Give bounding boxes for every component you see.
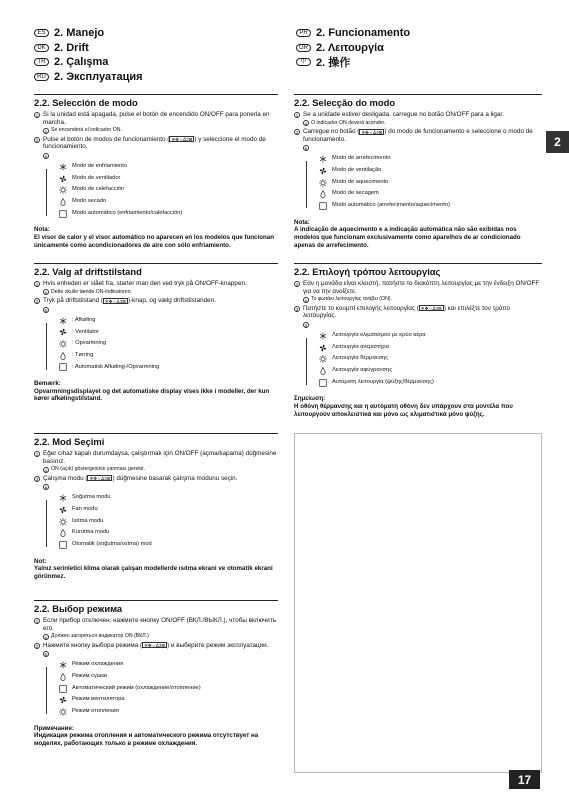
divider: [34, 433, 278, 434]
section-ru: [34, 603, 278, 748]
label-b: B: [304, 322, 308, 328]
section-title: 2.2. Selecção do modo: [294, 97, 396, 108]
step-sub: [43, 466, 278, 474]
mode-label: : Tørring: [72, 351, 94, 358]
section-title: 2.2. Επιλογή τρόπου λειτουργίας: [294, 266, 441, 277]
label-b: B: [304, 146, 308, 152]
step-1: [34, 111, 278, 126]
fan-icon: [319, 344, 327, 352]
label-a: A: [44, 128, 48, 134]
mode-label: Modo de calefacción: [72, 186, 125, 193]
mode-item: [303, 342, 542, 354]
header-right: [296, 26, 410, 70]
step-text: [43, 297, 216, 305]
mode-item: [43, 315, 278, 327]
auto-icon: [319, 202, 327, 210]
mode-item: [43, 208, 278, 220]
step-2: [294, 128, 542, 143]
label-a: A: [44, 467, 48, 473]
mode-item: [43, 694, 278, 706]
mode-item: [43, 492, 278, 504]
mode-item: [303, 200, 542, 212]
dry-icon: [319, 367, 327, 375]
mode-item: [43, 539, 278, 551]
heat-icon: [59, 340, 67, 348]
mode-button-icon: ❄✤☼ᐃ3⊠: [361, 129, 383, 135]
step-number: 1: [295, 113, 299, 118]
note: [294, 219, 542, 249]
note-text: Yalnız serinletici klima olarak çalışan modellerde ısıtma ekrani ve otomatik ekrani görünmez.: [34, 565, 273, 580]
step-text: Hvis enheden er slået fra, starter man den ved tryk på ON/OFF-knappen.: [43, 280, 247, 287]
step-2: [294, 305, 542, 320]
step-text-b: )-knap, og vælg driftstilstanden.: [127, 297, 216, 305]
mode-label: Λειτουργία ανεμιστήρα: [332, 343, 389, 350]
lang-badge: ES: [34, 29, 49, 37]
mode-item: [303, 365, 542, 377]
divider: [34, 94, 278, 95]
header-row-es: [34, 26, 143, 41]
step-1: [34, 617, 278, 632]
label-a: A: [44, 290, 48, 296]
sub-text: Dette skulle tænde ON-indikatoren.: [51, 288, 133, 295]
mode-item: [43, 338, 278, 350]
mode-label: Режим вентилятора: [72, 696, 125, 703]
note: [34, 725, 278, 748]
mode-label: : Ventilator: [72, 328, 99, 335]
fan-icon: [59, 175, 67, 183]
lang-badge: TR: [34, 58, 49, 66]
step-text-a: Πατήστε το κουμπί επιλογής λειτουργίας (: [303, 304, 419, 312]
mode-label: Modo automático (arrefecimento/aquecimento): [332, 202, 450, 209]
step-text: [43, 136, 278, 151]
mode-label: Isıtma modu: [72, 517, 104, 524]
step-number: 2: [295, 306, 299, 312]
mode-item: [43, 350, 278, 362]
mode-diagram: [43, 651, 278, 717]
note-title: Nota:: [294, 218, 310, 226]
header-row-dk: [34, 41, 143, 56]
step-text: Si la unidad está apagada, pulse el botón de encendido ON/OFF para ponerla en marcha.: [43, 111, 270, 126]
step-text-a: Нажмите кнопку выбора режима (: [43, 641, 143, 649]
mode-label: Modo de ventilador: [72, 174, 121, 181]
fan-icon: [59, 506, 67, 514]
heat-icon: [59, 708, 67, 716]
divider: [294, 263, 542, 264]
label-a: A: [44, 634, 48, 640]
mode-item: [303, 165, 542, 177]
step-text-a: Çalışma modu (: [43, 474, 88, 482]
note-title: Not:: [34, 557, 47, 565]
mode-item: [43, 173, 278, 185]
step-text-a: Pulse el botón de modos de funcionamiento (: [43, 135, 170, 143]
section-title: 2.2. Выбор режима: [34, 603, 123, 614]
auto-icon: [59, 210, 67, 218]
label-b: B: [44, 307, 48, 313]
step-sub: [43, 633, 278, 641]
cool-icon: [319, 332, 327, 340]
note: [34, 380, 278, 403]
step-number: 1: [35, 619, 39, 624]
mode-item: [43, 184, 278, 196]
section-title: 2.2. Selección de modo: [34, 97, 138, 108]
section-dk: [34, 266, 278, 403]
note-text: El visor de calor y el visor automático no aparecen en los modelos que funcionan únicamente como acondicionadores de aire con sólo enfriamiento.: [34, 234, 275, 249]
step-2: [34, 642, 278, 650]
sub-text: ON (açık) göstergesinin yanması gerekir.: [51, 466, 145, 473]
step-1: [294, 111, 542, 119]
mode-label: Modo secado: [72, 198, 107, 205]
divider: [34, 263, 278, 264]
mode-button-icon: ❄✤☼ᐃ3⊠: [420, 306, 442, 312]
step-number: 1: [35, 452, 39, 457]
mode-diagram: [303, 322, 542, 388]
mode-label: : Automatisk Afkøling-/Opvarmning: [72, 363, 160, 370]
mode-label: Λειτουργία αφύγρανσης: [332, 367, 392, 374]
mode-item: [303, 153, 542, 165]
note-title: Σημείωση:: [294, 395, 326, 403]
dry-icon: [59, 198, 67, 206]
fan-icon: [319, 167, 327, 175]
step-sub: [303, 296, 542, 304]
heat-icon: [59, 186, 67, 194]
cool-icon: [59, 163, 67, 171]
mode-label: Λειτουργία θέρμανσης: [332, 355, 389, 362]
mode-item: [43, 326, 278, 338]
header-title: 2. Эксплуатация: [54, 70, 143, 83]
divider: [294, 94, 542, 95]
header-title: 2. Manejo: [54, 27, 105, 40]
mode-label: Режим охлаждения: [72, 661, 124, 668]
step-sub: [43, 127, 278, 135]
cool-icon: [59, 661, 67, 669]
header-left: [34, 26, 143, 84]
mode-diagram: [43, 307, 278, 373]
step-text: [43, 642, 268, 650]
mode-label: Modo de ventilação: [332, 167, 382, 174]
step-text: [43, 475, 237, 483]
mode-item: [303, 377, 542, 389]
mode-label: Fan modu: [72, 506, 98, 513]
page-number: 17: [509, 770, 540, 789]
auto-icon: [59, 685, 67, 693]
mode-item: [43, 671, 278, 683]
mode-label: Режим сушки: [72, 673, 108, 680]
header-row-pr: [296, 26, 410, 41]
note-title: Примечание:: [34, 724, 74, 732]
auto-icon: [59, 363, 67, 371]
heat-icon: [319, 179, 327, 187]
header-title: 2. Drift: [54, 41, 89, 54]
header-title: 2. 操作: [316, 57, 351, 70]
step-text-b: ) y seleccione el modo de funcionamiento.: [43, 135, 266, 151]
step-text: [303, 305, 542, 320]
mode-item: [43, 196, 278, 208]
mode-button-icon: ❄✤☼ᐃ3⊠: [89, 476, 111, 482]
section-pr: [294, 97, 542, 249]
step-number: 2: [295, 130, 299, 136]
mode-item: [303, 188, 542, 200]
mode-item: [43, 527, 278, 539]
note: [34, 226, 278, 249]
step-number: 1: [35, 113, 39, 118]
label-a: A: [304, 121, 308, 127]
note: [34, 558, 278, 581]
mode-button-icon: ❄✤☼ᐃ3⊠: [104, 298, 126, 304]
step-text-b: ) do modo de funcionamento e seleccione o modo de funcionamento.: [303, 128, 533, 143]
mode-item: [43, 659, 278, 671]
auto-icon: [319, 379, 327, 387]
dry-icon: [59, 352, 67, 360]
note: [294, 395, 542, 418]
mode-item: [43, 706, 278, 718]
mode-item: [43, 362, 278, 374]
sub-text: Se encenderá el indicador ON.: [51, 127, 122, 134]
dry-icon: [59, 529, 67, 537]
step-1: [294, 280, 542, 295]
mode-item: [303, 330, 542, 342]
step-text-b: ) düğmesine basarak çalışma modunu seçin.: [112, 474, 238, 482]
note-title: Bemærk:: [34, 380, 61, 388]
mode-label: : Afkøling: [72, 316, 96, 323]
step-number: 1: [295, 282, 299, 287]
header-title: 2. Funcionamento: [316, 27, 411, 40]
step-text-b: ) και επιλέξτε τον τρόπο λειτουργίας.: [303, 304, 510, 320]
section-es: [34, 97, 278, 249]
fan-icon: [59, 696, 67, 704]
divider: [34, 600, 278, 601]
label-b: B: [44, 652, 48, 658]
mode-item: [43, 683, 278, 695]
label-b: B: [44, 485, 48, 491]
sub-text: Должен загореться индикатор ON (ВКЛ.): [51, 633, 149, 640]
mode-label: Режим отопления: [72, 708, 119, 715]
section-title: 2.2. Valg af driftstilstand: [34, 266, 142, 277]
mode-diagram: [43, 484, 278, 550]
lang-badge: RU: [34, 73, 49, 81]
mode-label: : Opvarmning: [72, 340, 107, 347]
cool-icon: [319, 155, 327, 163]
section-tr: [34, 436, 278, 581]
heat-icon: [59, 518, 67, 526]
mode-label: Modo de secagem: [332, 190, 379, 197]
mode-label: Αυτόματη λειτουργία (ψύξης/θέρμανσης): [332, 378, 434, 385]
header-title: 2. Λειτουργία: [316, 41, 384, 54]
mode-item: [43, 504, 278, 516]
step-2: [34, 475, 278, 483]
mode-button-icon: ❄✤☼ᐃ3⊠: [144, 643, 166, 649]
step-text-a: Tryk på driftstilstand (: [43, 297, 103, 305]
mode-label: Автоматический режим (охлаждение/отопление): [72, 684, 201, 691]
sub-text: Το φωτάκι λειτουργίας ανάβει (ON).: [311, 296, 392, 303]
note-text: A indicação de aquecimento e a indicação automática não são exibidas nos modelos que funcionam exclusivamente como aparelhos de ar condicionado apenas de arrefecimento.: [294, 226, 521, 249]
step-text: Se a unidade estiver desligada, carregue no botão ON/OFF para a ligar.: [303, 111, 504, 118]
step-number: 2: [35, 476, 39, 482]
label-b: B: [44, 153, 48, 159]
label-a: A: [304, 297, 308, 303]
lang-badge: GR: [296, 44, 311, 52]
mode-button-icon: ❄✤☼ᐃ3⊠: [171, 137, 193, 143]
side-chapter-tab: 2: [546, 131, 569, 153]
step-text: Εάν η μονάδα είναι κλειστή, πατήστε το διακόπτη λειτουργίας με την ένδειξη ON/OFF για να την ανοίξετε.: [303, 280, 540, 295]
step-text-b: ) и выберите режим эксплуатации.: [167, 641, 269, 649]
step-text: Если прибор отключен, нажмите кнопку ON/OFF (ВКЛ./ВЫКЛ.), чтобы включить его.: [43, 617, 276, 632]
mode-item: [303, 177, 542, 189]
step-text-a: Carregue no botão (: [303, 128, 360, 136]
step-2: [34, 136, 278, 151]
header-row-tr: [34, 55, 143, 70]
lang-badge: DK: [34, 44, 49, 52]
mode-diagram: [303, 145, 542, 211]
mode-item: [43, 516, 278, 528]
note-text: Opvarmningsdisplayet og det automatiske display vises ikke i modeller, der kun kører afkølingstilstand.: [34, 387, 270, 403]
mode-label: Otomatik (soğutma/ısıtma) mod: [72, 541, 152, 548]
mode-diagram: [43, 153, 278, 219]
step-text: [303, 128, 542, 143]
empty-box: [294, 433, 542, 773]
mode-label: Modo de aquecimento: [332, 178, 389, 185]
step-number: 2: [35, 137, 39, 143]
header-row-cn: [296, 55, 410, 70]
mode-label: Modo de enfriamiento: [72, 163, 128, 170]
mode-label: Modo de arrefecimento: [332, 155, 391, 162]
dry-icon: [319, 190, 327, 198]
note-text: Индикация режима отопления и автоматического режима отсутствует на моделях, работающих только в режиме охлаждения.: [34, 732, 259, 747]
step-number: 2: [35, 299, 39, 305]
note-text: Η οθόνη θέρμανσης και η αυτόματη οθόνη δεν υπάρχουν στα μοντέλα που λειτουργούν αποκλειστικά και μόνο ως κλιματιστικά μόνο ψύξης.: [294, 403, 513, 418]
step-1: [34, 280, 278, 288]
fan-icon: [59, 328, 67, 336]
cool-icon: [59, 317, 67, 325]
lang-badge: 中: [296, 58, 311, 66]
sub-text: O indicador ON deverá acender.: [311, 119, 386, 126]
auto-icon: [59, 541, 67, 549]
header-row-ru: [34, 70, 143, 85]
mode-item: [303, 353, 542, 365]
mode-label: Λειτουργία κλιματισμού με κρύο αέρα: [332, 332, 426, 339]
section-gr: [294, 266, 542, 418]
mode-item: [43, 161, 278, 173]
dry-icon: [59, 673, 67, 681]
step-number: 2: [35, 643, 39, 649]
mode-label: Kurutma modu: [72, 529, 110, 536]
step-2: [34, 297, 278, 305]
step-sub: [303, 120, 542, 128]
mode-label: Soğutma modu: [72, 494, 111, 501]
lang-badge: PR: [296, 29, 311, 37]
step-text: Eğer cihaz kapalı durumdaysa, çalıştırmak için ON/OFF (açma/kapama) düğmesine basınız.: [43, 450, 277, 465]
header-row-gr: [296, 41, 410, 56]
header-title: 2. Çalışma: [54, 56, 109, 69]
mode-label: Modo automático (enfriamiento/calefacción): [72, 209, 183, 216]
section-title: 2.2. Mod Seçimi: [34, 436, 105, 447]
heat-icon: [319, 355, 327, 363]
step-sub: [43, 289, 278, 297]
step-number: 1: [35, 282, 39, 287]
cool-icon: [59, 494, 67, 502]
step-1: [34, 450, 278, 465]
note-title: Nota:: [34, 226, 50, 234]
